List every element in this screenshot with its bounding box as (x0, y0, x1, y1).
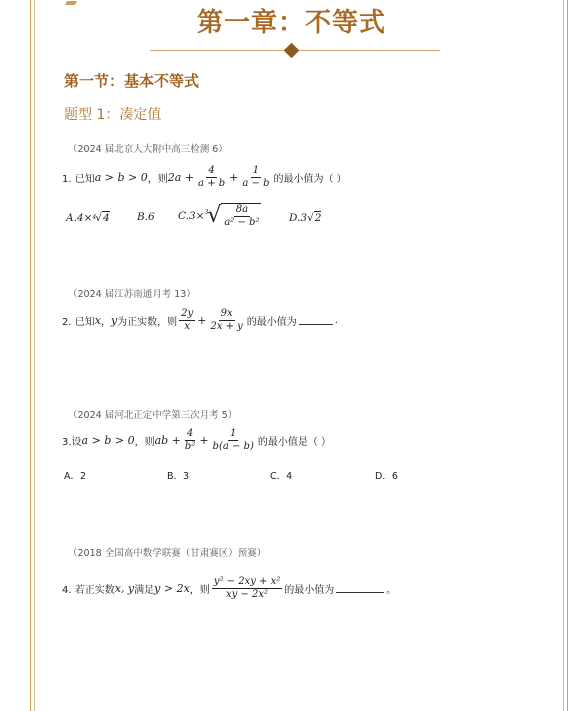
q3-term: ab + (154, 433, 181, 447)
q4-vars: x, y (114, 581, 135, 595)
q3-condition: a > b > 0 (81, 433, 135, 447)
radical-icon: √ (307, 211, 314, 224)
chapter-title: 第一章：不等式 (196, 8, 386, 38)
q1-mid: ，则 (147, 173, 168, 185)
q3-plus: + (199, 433, 209, 447)
q3-option-c: C．4 (270, 471, 293, 482)
q1-opt-d-radicand: 2 (314, 212, 322, 224)
q2-var-x: x (94, 313, 101, 327)
q1-f1-num: 4 (208, 165, 215, 176)
q1-opt-d-label: D.3 (289, 211, 308, 224)
q1-fraction-1 (196, 165, 227, 189)
q2-f2-den: 2x + y (210, 320, 243, 332)
q3-f1-den: b² (184, 440, 196, 452)
section-title: 第一节：基本不等式 (64, 72, 200, 90)
q3-f2-den: b(a − b) (212, 440, 254, 452)
q1-option-a (66, 211, 110, 224)
question-3 (62, 428, 331, 452)
q4-mid2: ，则 (189, 584, 210, 596)
q4-prefix: 4. 若正实数 (62, 584, 115, 596)
q2-answer-blank[interactable] (299, 315, 333, 325)
q4-answer-blank[interactable] (336, 583, 384, 593)
q2-end: . (334, 314, 338, 326)
question-1 (62, 165, 347, 189)
q3-suffix: 的最小值是（ ） (257, 436, 332, 448)
q3-option-d: D．6 (375, 471, 398, 482)
q4-suffix: 的最小值为 (284, 584, 335, 596)
radical-icon: √ (95, 211, 102, 224)
q1-opt-c-den: a² − b² (224, 216, 260, 228)
q4-fraction (212, 576, 282, 600)
q4-condition: y > 2x (154, 581, 190, 595)
question-type-title: 题型 1：凑定值 (64, 107, 162, 123)
q3-source: （2024 届河北正定中学第三次月考 5） (68, 410, 238, 421)
q1-prefix: 1. 已知 (62, 173, 95, 185)
q1-opt-c-label: C.3× (178, 209, 205, 222)
question-2 (62, 308, 338, 332)
q1-f2-num: 1 (252, 165, 260, 176)
q1-f1-den: a + b (198, 177, 226, 189)
q2-f2-num: 9x (220, 308, 233, 319)
q2-prefix: 2. 已知 (62, 316, 95, 328)
q4-mid: 满足 (134, 584, 155, 596)
q1-fraction-2 (240, 165, 271, 189)
q1-opt-a-radicand: 4 (102, 212, 110, 224)
radical-icon: √ (207, 202, 222, 228)
q4-f-den: xy − 2x² (225, 588, 269, 600)
q3-prefix: 3.设 (62, 436, 82, 448)
q2-plus: + (197, 313, 207, 327)
q1-plus: + (229, 170, 239, 184)
q1-option-c (178, 203, 263, 228)
q2-f1-den: x (184, 320, 190, 332)
q1-condition: a > b > 0 (94, 170, 148, 184)
q1-suffix: 的最小值为（ ） (273, 173, 347, 185)
q1-option-b: B.6 (137, 211, 155, 223)
q3-f2-num: 1 (230, 428, 237, 439)
q4-end: 。 (386, 584, 397, 596)
q2-f1-num: 2y (181, 308, 194, 319)
q1-f2-den: a − b (242, 177, 270, 189)
question-4 (62, 576, 396, 600)
q3-fraction-1 (183, 428, 197, 452)
q2-suffix: 的最小值为 (246, 316, 297, 328)
q2-separator: ， (100, 316, 111, 328)
q1-opt-a-label: A.4× (66, 211, 93, 224)
q3-fraction-2 (211, 428, 256, 452)
q3-option-a: A．2 (64, 471, 87, 482)
q1-opt-c-index: 3 (204, 209, 209, 216)
q1-source: （2024 届北京人大附中高三检测 6） (68, 144, 228, 155)
q1-opt-c-num: 8a (235, 204, 249, 215)
q3-option-b: B．3 (167, 471, 190, 482)
q2-var-y: y (110, 313, 118, 327)
q1-opt-a-index: 4 (92, 214, 97, 221)
q3-mid: ，则 (134, 436, 155, 448)
q1-opt-c-fraction (221, 203, 261, 228)
q1-option-d (289, 211, 321, 224)
q4-source: （2018 全国高中数学联赛（甘肃赛区）预赛） (68, 548, 267, 559)
q2-fraction-2 (208, 308, 244, 332)
q2-mid: 为正实数，则 (117, 316, 178, 328)
q1-term: 2a + (167, 170, 195, 184)
q4-f-num: y² − 2xy + x² (213, 576, 281, 587)
q3-f1-num: 4 (186, 428, 194, 439)
q2-source: （2024 届江苏南通月考 13） (68, 289, 196, 300)
q2-fraction-1 (179, 308, 195, 332)
